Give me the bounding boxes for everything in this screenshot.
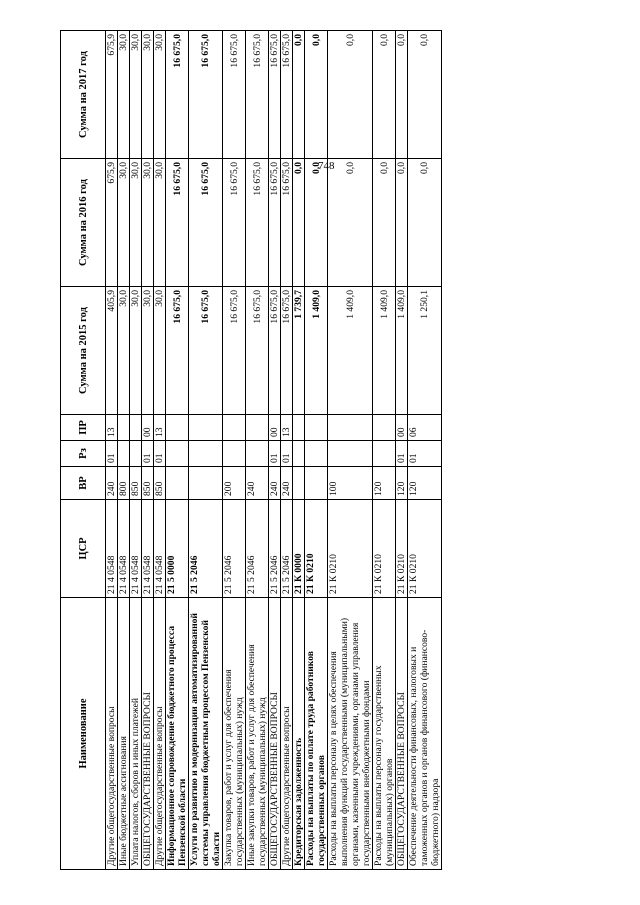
cell-csr: 21 4 0548 [130, 500, 142, 598]
table-row [166, 31, 189, 870]
table-row [130, 31, 142, 870]
table-header-row [61, 31, 106, 870]
cell-csr: 21 5 2046 [223, 500, 246, 598]
cell-2016: 30,0 [130, 159, 142, 287]
cell-name: Уплата налогов, сборов и иных платежей [130, 598, 142, 870]
cell-rz: 01 [142, 441, 154, 467]
cell-2017: 16 675,0 [281, 31, 293, 159]
cell-name: ОБЩЕГОСУДАРСТВЕННЫЕ ВОПРОСЫ [396, 598, 408, 870]
cell-name: Иные бюджетные ассигнования [118, 598, 130, 870]
cell-rz: 01 [269, 441, 281, 467]
cell-2017: 30,0 [130, 31, 142, 159]
cell-pr [130, 415, 142, 441]
cell-2016: 675,9 [106, 159, 118, 287]
budget-table [60, 30, 442, 870]
cell-2016: 0,0 [373, 159, 396, 287]
cell-name: Кредиторская задолженность [293, 598, 305, 870]
table-row [189, 31, 223, 870]
cell-csr: 21 4 0548 [142, 500, 154, 598]
cell-pr: 06 [408, 415, 442, 441]
cell-rz [189, 441, 223, 467]
cell-csr: 21 5 2046 [246, 500, 269, 598]
table-row [118, 31, 130, 870]
cell-csr: 21 5 2046 [269, 500, 281, 598]
cell-2015: 16 675,0 [189, 287, 223, 415]
cell-2015: 1 409,0 [328, 287, 373, 415]
cell-name: Другие общегосударственные вопросы [154, 598, 166, 870]
cell-vr: 120 [408, 467, 442, 500]
cell-pr [189, 415, 223, 441]
table-row [396, 31, 408, 870]
cell-2015: 30,0 [130, 287, 142, 415]
budget-table-container [60, 30, 580, 870]
cell-vr: 240 [269, 467, 281, 500]
cell-name: Расходы на выплаты по оплате труда работников государственных органов [305, 598, 328, 870]
cell-vr [166, 467, 189, 500]
cell-2015: 16 675,0 [223, 287, 246, 415]
cell-csr: 21 К 0210 [408, 500, 442, 598]
cell-vr: 240 [246, 467, 269, 500]
cell-2017: 16 675,0 [246, 31, 269, 159]
table-row [106, 31, 118, 870]
cell-rz: 01 [154, 441, 166, 467]
table-row [328, 31, 373, 870]
cell-2015: 1 739,7 [293, 287, 305, 415]
cell-name: Информационное сопровождение бюджетного процесса Пензенской области [166, 598, 189, 870]
cell-2017: 0,0 [408, 31, 442, 159]
cell-name: Расходы на выплаты персоналу государственных (муниципальных) органов [373, 598, 396, 870]
table-row [305, 31, 328, 870]
cell-2016: 0,0 [305, 159, 328, 287]
cell-csr: 21 К 0210 [396, 500, 408, 598]
cell-vr: 240 [281, 467, 293, 500]
header-2015: Сумма на 2015 год [61, 287, 106, 415]
header-pr: ПР [61, 415, 106, 441]
header-rz: Рз [61, 441, 106, 467]
cell-rz: 01 [396, 441, 408, 467]
cell-2017: 16 675,0 [269, 31, 281, 159]
cell-2015: 1 409,0 [373, 287, 396, 415]
cell-2016: 16 675,0 [166, 159, 189, 287]
cell-csr: 21 4 0548 [118, 500, 130, 598]
cell-2017: 16 675,0 [189, 31, 223, 159]
cell-2017: 30,0 [118, 31, 130, 159]
cell-rz [118, 441, 130, 467]
cell-csr: 21 5 2046 [189, 500, 223, 598]
cell-pr: 13 [106, 415, 118, 441]
cell-2016: 0,0 [293, 159, 305, 287]
header-2017: Сумма на 2017 год [61, 31, 106, 159]
table-row [142, 31, 154, 870]
cell-rz [328, 441, 373, 467]
table-row [281, 31, 293, 870]
cell-vr: 100 [328, 467, 373, 500]
cell-csr: 21 4 0548 [154, 500, 166, 598]
cell-rz [223, 441, 246, 467]
cell-pr: 13 [281, 415, 293, 441]
cell-vr: 850 [130, 467, 142, 500]
cell-2016: 16 675,0 [246, 159, 269, 287]
cell-name: Закупка товаров, работ и услуг для обеспечения государственных (муниципальных) нужд [223, 598, 246, 870]
cell-2016: 16 675,0 [269, 159, 281, 287]
cell-name: Другие общегосударственные вопросы [281, 598, 293, 870]
cell-pr [293, 415, 305, 441]
cell-2016: 0,0 [396, 159, 408, 287]
cell-2015: 30,0 [118, 287, 130, 415]
cell-pr: 00 [269, 415, 281, 441]
cell-2015: 16 675,0 [166, 287, 189, 415]
cell-csr: 21 4 0548 [106, 500, 118, 598]
cell-2015: 1 409,0 [396, 287, 408, 415]
cell-vr: 800 [118, 467, 130, 500]
cell-rz: 01 [281, 441, 293, 467]
cell-name: ОБЩЕГОСУДАРСТВЕННЫЕ ВОПРОСЫ [269, 598, 281, 870]
cell-2016: 30,0 [142, 159, 154, 287]
cell-2016: 16 675,0 [281, 159, 293, 287]
table-row [373, 31, 396, 870]
cell-vr: 850 [154, 467, 166, 500]
cell-2015: 1 250,1 [408, 287, 442, 415]
cell-2015: 16 675,0 [246, 287, 269, 415]
cell-pr [373, 415, 396, 441]
cell-rz: 01 [106, 441, 118, 467]
table-body [106, 31, 442, 870]
header-name: Наименование [61, 598, 106, 870]
cell-name: Иные закупки товаров, работ и услуг для обеспечения государственных (муниципальных) нужд [246, 598, 269, 870]
cell-vr [305, 467, 328, 500]
cell-2016: 30,0 [154, 159, 166, 287]
cell-pr [166, 415, 189, 441]
cell-rz [166, 441, 189, 467]
table-row [154, 31, 166, 870]
cell-vr: 850 [142, 467, 154, 500]
page-number: 748 [318, 160, 335, 172]
cell-pr: 00 [396, 415, 408, 441]
cell-csr: 21 К 0000 [293, 500, 305, 598]
cell-2016: 16 675,0 [189, 159, 223, 287]
cell-2015: 16 675,0 [281, 287, 293, 415]
cell-csr: 21 5 0000 [166, 500, 189, 598]
cell-name: Обеспечение деятельности финансовых, налоговых и таможенных органов и органов финансового (финансово-бюджетного) надзора [408, 598, 442, 870]
cell-2017: 0,0 [328, 31, 373, 159]
cell-2017: 16 675,0 [166, 31, 189, 159]
cell-vr [189, 467, 223, 500]
cell-vr: 200 [223, 467, 246, 500]
cell-vr: 120 [373, 467, 396, 500]
cell-name: Другие общегосударственные вопросы [106, 598, 118, 870]
cell-2015: 30,0 [154, 287, 166, 415]
cell-csr: 21 К 0210 [373, 500, 396, 598]
header-csr: ЦСР [61, 500, 106, 598]
cell-name: Расходы на выплаты персоналу в целях обеспечения выполнения функций государственными (муниципальными) органами, казенными учреждениями, органами управления государственными внебюджетными фондами [328, 598, 373, 870]
cell-2015: 16 675,0 [269, 287, 281, 415]
cell-vr: 120 [396, 467, 408, 500]
table-row [223, 31, 246, 870]
cell-name: Услуги по развитию и модернизации автоматизированной системы управления бюджетным процессом Пензенской области [189, 598, 223, 870]
cell-pr [246, 415, 269, 441]
cell-2017: 0,0 [396, 31, 408, 159]
cell-rz [373, 441, 396, 467]
table-row [293, 31, 305, 870]
cell-pr: 00 [142, 415, 154, 441]
cell-2017: 30,0 [154, 31, 166, 159]
table-row [246, 31, 269, 870]
cell-rz [130, 441, 142, 467]
cell-csr: 21 К 0210 [305, 500, 328, 598]
cell-rz [293, 441, 305, 467]
cell-2015: 30,0 [142, 287, 154, 415]
header-2016: Сумма на 2016 год [61, 159, 106, 287]
cell-pr [328, 415, 373, 441]
cell-2017: 0,0 [373, 31, 396, 159]
cell-rz [246, 441, 269, 467]
cell-pr: 13 [154, 415, 166, 441]
cell-2017: 0,0 [293, 31, 305, 159]
cell-2015: 405,9 [106, 287, 118, 415]
table-row [408, 31, 442, 870]
cell-2015: 1 409,0 [305, 287, 328, 415]
cell-2016: 16 675,0 [223, 159, 246, 287]
cell-pr [305, 415, 328, 441]
cell-csr: 21 5 2046 [281, 500, 293, 598]
cell-csr: 21 К 0210 [328, 500, 373, 598]
cell-2016: 30,0 [118, 159, 130, 287]
cell-rz: 01 [408, 441, 442, 467]
cell-vr [293, 467, 305, 500]
cell-pr [223, 415, 246, 441]
cell-2017: 675,9 [106, 31, 118, 159]
cell-2017: 0,0 [305, 31, 328, 159]
cell-2017: 16 675,0 [223, 31, 246, 159]
cell-name: ОБЩЕГОСУДАРСТВЕННЫЕ ВОПРОСЫ [142, 598, 154, 870]
header-vr: ВР [61, 467, 106, 500]
cell-2016: 0,0 [328, 159, 373, 287]
cell-vr: 240 [106, 467, 118, 500]
table-row [269, 31, 281, 870]
cell-2016: 0,0 [408, 159, 442, 287]
cell-pr [118, 415, 130, 441]
cell-rz [305, 441, 328, 467]
cell-2017: 30,0 [142, 31, 154, 159]
